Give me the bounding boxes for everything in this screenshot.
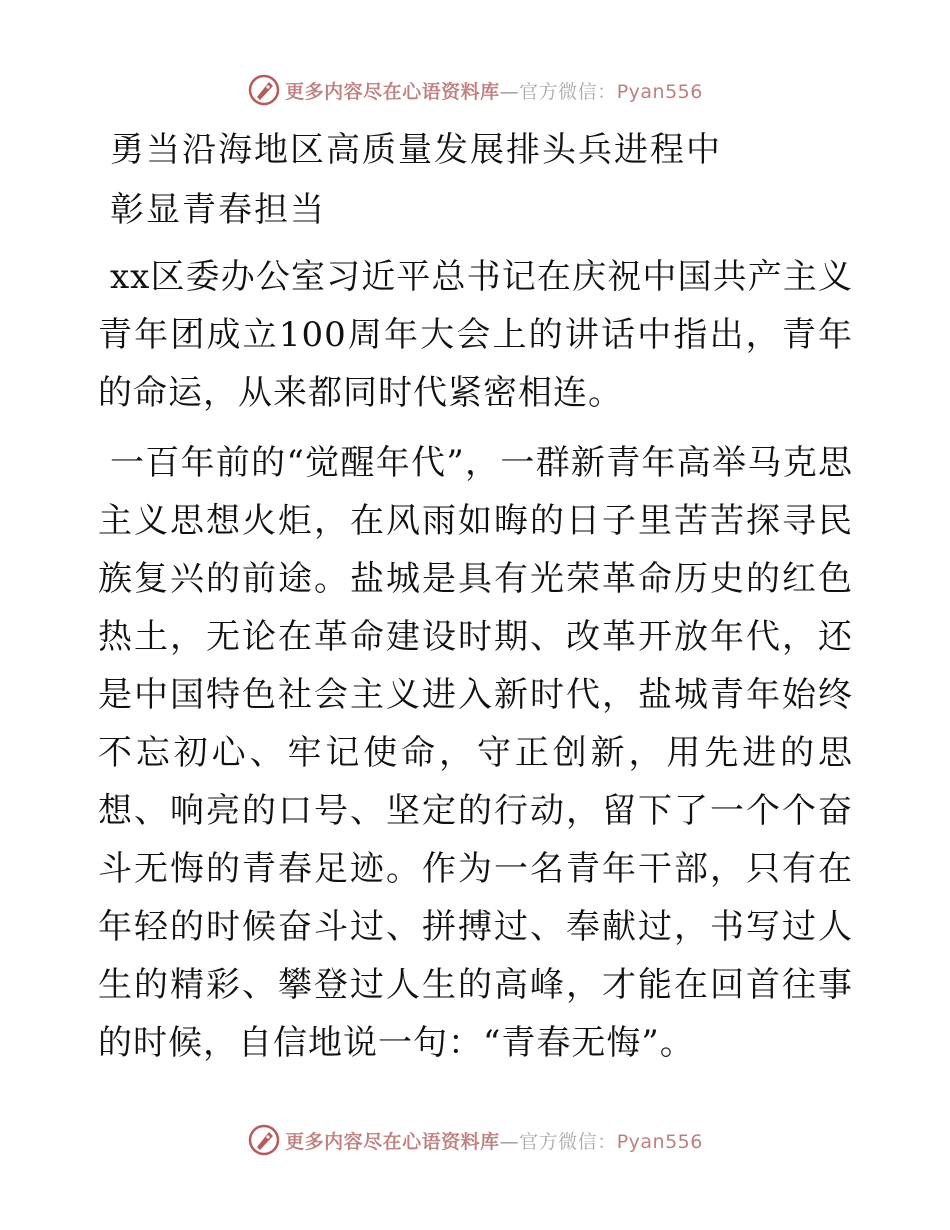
document-title: 勇当沿海地区高质量发展排头兵进程中 (110, 130, 722, 170)
footer-watermark (0, 1120, 950, 1160)
document-page (98, 120, 853, 1084)
paragraph-2: 一百年前的“觉醒年代”，一群新青年高举马克思主义思想火炬，在风雨如晦的日子里苦苦探寻民族复兴的前途。盐城是具有光荣革命历史的红色热土，无论在革命建设时期、改革开放年代，还是中国特色社会主义进入新时代，盐城青年始终不忘初心、牢记使命，守正创新，用先进的思想、响亮的口号、坚定的行动，留下了一个个奋斗无悔的青春足迹。作为一名青年干部，只有在年轻的时候奋斗过、拼搏过、奉献过，书写过人生的精彩、攀登过人生的高峰，才能在回首往事的时候，自信地说一句：“青春无悔”。 (98, 443, 853, 1063)
watermark-text (285, 77, 703, 104)
watermark-contact-id: Pyan556 (616, 80, 703, 103)
paragraph-1: xx区委办公室习近平总书记在庆祝中国共产主义青年团成立100周年大会上的讲话中指出，青年的命运，从来都同时代紧密相连。 (98, 257, 853, 413)
watermark-brand: 更多内容尽在心语资料库 (285, 80, 500, 103)
pen-nib-logo-icon (247, 73, 281, 107)
watermark-dash: — (499, 80, 520, 103)
header-watermark (0, 70, 950, 110)
watermark-dash: — (499, 1130, 520, 1153)
watermark-brand: 更多内容尽在心语资料库 (285, 1130, 500, 1153)
watermark-contact-label: 官方微信： (519, 80, 617, 103)
watermark-contact-id: Pyan556 (616, 1130, 703, 1153)
document-subtitle: 彰显青春担当 (110, 190, 326, 230)
watermark-contact-label: 官方微信： (519, 1130, 617, 1153)
pen-nib-logo-icon (247, 1123, 281, 1157)
watermark-text (285, 1127, 703, 1154)
